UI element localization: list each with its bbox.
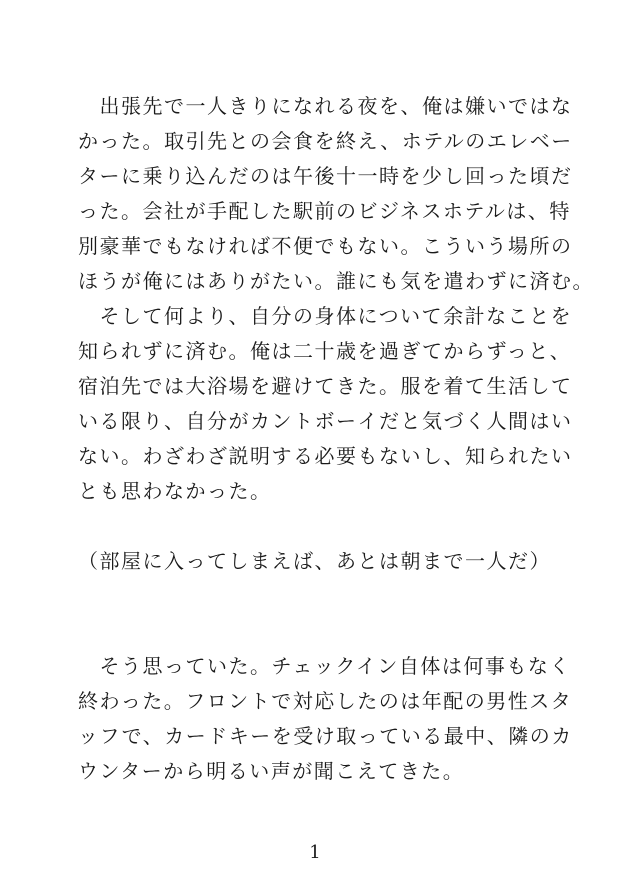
- text-line: 知られずに済む。俺は二十歳を過ぎてからずっと、: [78, 339, 572, 363]
- text-line: 終わった。フロントで対応したのは年配の男性スタ: [78, 689, 573, 713]
- body-text: [78, 89, 594, 789]
- page-number: 1: [309, 842, 321, 863]
- blank-line: [78, 614, 568, 649]
- text-line: かった。取引先との会食を終え、ホテルのエレベー: [78, 129, 573, 153]
- text-line: ほうが俺にはありがたい。誰にも気を遣わずに済む。: [78, 269, 594, 293]
- text-line: 別豪華でもなければ不便でもない。こういう場所の: [78, 234, 573, 258]
- text-line: （部屋に入ってしまえば、あとは朝まで一人だ）: [78, 549, 551, 573]
- text-line: ッフで、カードキーを受け取っている最中、隣のカ: [78, 724, 573, 748]
- blank-line: [78, 579, 568, 614]
- text-line: 出張先で一人きりになれる夜を、俺は嫌いではな: [78, 94, 573, 118]
- blank-line: [78, 509, 568, 544]
- text-line: った。会社が手配した駅前のビジネスホテルは、特: [78, 199, 571, 223]
- text-line: そして何より、自分の身体について余計なことを: [78, 304, 573, 328]
- text-line: ターに乗り込んだのは午後十一時を少し回った頃だ: [78, 164, 573, 188]
- text-line: そう思っていた。チェックイン自体は何事もなく: [78, 654, 571, 678]
- text-line: いる限り、自分がカントボーイだと気づく人間はい: [78, 409, 573, 433]
- text-line: とも思わなかった。: [78, 479, 272, 503]
- text-line: ない。わざわざ説明する必要もないし、知られたい: [78, 444, 573, 468]
- text-line: ウンターから明るい声が聞こえてきた。: [78, 759, 465, 783]
- text-line: 宿泊先では大浴場を避けてきた。服を着て生活して: [78, 374, 573, 398]
